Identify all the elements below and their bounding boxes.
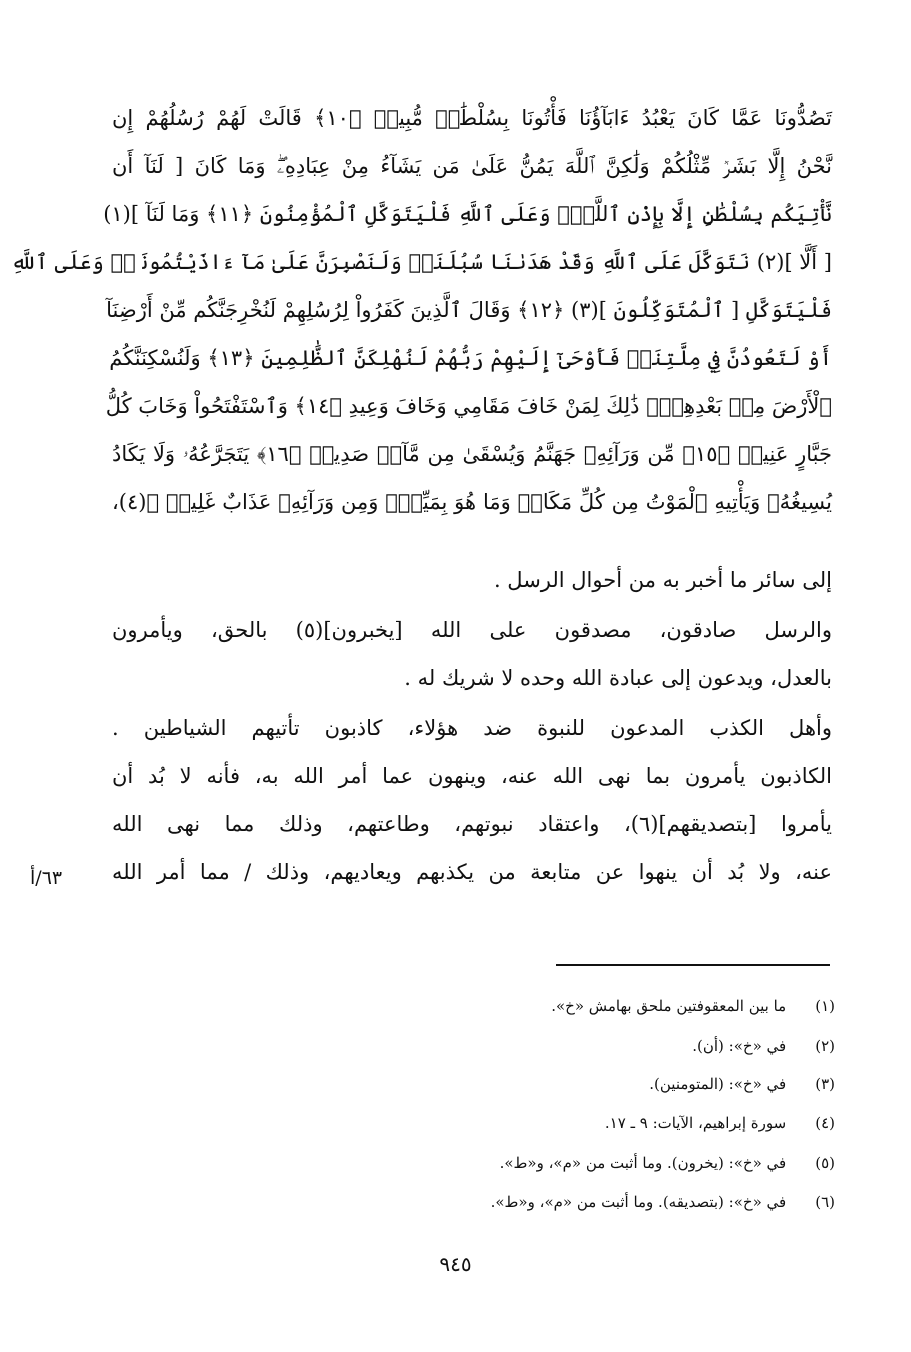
verse-line: جَبَّارٍ عَنِيدٖ ﴿١٥﴾ مِّن وَرَآئِهِۦ جَهَنَّمُ وَيُسْقَىٰ مِن مَّآءٖ صَدِيدٖ ﴿١٦﴾ يَتَجَرَّعُهُۥ وَلَا يَكَادُ: [112, 442, 832, 466]
verse-line: يُسِيغُهُۥ وَيَأْتِيهِ ٱلْمَوْتُ مِن كُلِّ مَكَانٖ وَمَا هُوَ بِمَيِّتٖۖ وَمِن وَرَآئِهِۦ عَذَابٌ غَلِيظٞ ﴾(٤)،: [112, 490, 832, 514]
footnote-text: ما بين المعقوفتين ملحق بهامش «خ».: [551, 997, 787, 1015]
footnote-item: [551, 988, 835, 1024]
verse-line: فَلْيَتَوَكَّلِ [ ٱلْمُتَوَكِّلُونَ ](٣) ﴿١٢﴾ وَقَالَ ٱلَّذِينَ كَفَرُواْ لِرُسُلِهِمْ لَنُخْرِجَنَّكُم مِّنْ أَرْضِنَآ: [106, 298, 832, 322]
paragraph-line: بالعدل، ويدعون إلى عبادة الله وحده لا شريك له .: [404, 666, 832, 690]
footnote-item: [692, 1028, 835, 1064]
paragraph-line: وأهل الكذب المدعون للنبوة ضد هؤلاء، كاذبون تأتيهم الشياطين .: [112, 716, 832, 740]
paragraph-line: والرسل صادقون، مصدقون على الله [يخبرون](٥) بالحق، ويأمرون: [112, 618, 832, 642]
footnote-number: (١): [815, 997, 835, 1015]
page-number: ٩٤٥: [439, 1252, 472, 1276]
paragraph-line: يأمروا [بتصديقهم](٦)، واعتقاد نبوتهم، وطاعتهم، وذلك مما نهى الله: [112, 812, 833, 836]
manuscript-folio-marker: ٦٣/أ: [30, 867, 63, 889]
paragraph-line: إلى سائر ما أخبر به من أحوال الرسل .: [493, 568, 832, 592]
footnote-number: (٥): [815, 1154, 835, 1172]
footnote-number: (٦): [815, 1193, 835, 1211]
footnote-number: (٣): [815, 1075, 835, 1093]
paragraph-line: الكاذبون يأمرون بما نهى الله عنه، وينهون عما أمر الله به، فأنه لا بُد أن: [112, 764, 832, 788]
footnote-divider: [556, 964, 830, 966]
footnote-text: في «خ»: (أن).: [692, 1037, 787, 1055]
footnote-text: في «خ»: (بتصديقه). وما أثبت من «م»، و«ط».: [490, 1193, 787, 1211]
verse-line: أَوْ لَتَعُودُنَّ فِي مِلَّتِنَاۖ فَأَوْحَىٰٓ إِلَيْهِمْ رَبُّهُمْ لَنُهْلِكَنَّ ٱلظَّٰلِمِينَ ﴿١٣﴾ وَلَنُسْكِنَنَّكُمُ: [109, 346, 832, 370]
body-text: [112, 556, 832, 896]
footnote-item: [491, 1184, 835, 1220]
footnote-number: (٤): [815, 1114, 835, 1132]
footnote-item: [605, 1105, 835, 1141]
footnote-text: سورة إبراهيم، الآيات: ٩ ـ ١٧.: [604, 1114, 787, 1132]
paragraph-line: عنه، ولا بُد أن ينهوا عن متابعة من يكذبهم ويعاديهم، وذلك / مما أمر الله: [112, 860, 832, 884]
footnote-item: [500, 1145, 835, 1181]
quran-verse-block: [11, 94, 832, 544]
verse-line: تَصُدُّونَا عَمَّا كَانَ يَعْبُدُ ءَابَآؤُنَا فَأْتُونَا بِسُلْطَٰنٖ مُّبِينٖ ﴿١٠﴾ قَالَتْ لَهُمْ رُسُلُهُمْ إِن: [112, 106, 832, 130]
footnote-item: [649, 1066, 835, 1102]
footnote-text: في «خ»: (المتومنين).: [649, 1075, 787, 1093]
footnote-number: (٢): [815, 1037, 835, 1055]
verse-line: ٱلْأَرْضَ مِنۢ بَعْدِهِمْۚ ذَٰلِكَ لِمَنْ خَافَ مَقَامِي وَخَافَ وَعِيدِ ﴿١٤﴾ وَٱسْتَفْتَحُواْ وَخَابَ كُلُّ: [105, 394, 832, 418]
footnote-text: في «خ»: (يخرون). وما أثبت من «م»، و«ط».: [499, 1154, 787, 1172]
verse-line: [ أَلَّا ](٢) نَتَوَكَّلَ عَلَى ٱللَّهِ وَقَدْ هَدَىٰنَا سُبُلَنَاۚ وَلَنَصْبِرَنَّ عَلَىٰ مَآ ءَاذَيْتُمُونَاۚ وَعَلَى ٱللَّهِ: [11, 250, 832, 274]
verse-line: نَّأْتِيَكُم بِسُلْطَٰنٍ إِلَّا بِإِذْنِ ٱللَّهِۚ وَعَلَى ٱللَّهِ فَلْيَتَوَكَّلِ ٱلْمُؤْمِنُونَ ﴿١١﴾ وَمَا لَنَآ ](١): [103, 202, 832, 226]
verse-line: نَّحْنُ إِلَّا بَشَرٞ مِّثْلُكُمْ وَلَٰكِنَّ ٱللَّهَ يَمُنُّ عَلَىٰ مَن يَشَآءُ مِنْ عِبَادِهِۦۖ وَمَا كَانَ [ لَنَآ أَن: [112, 154, 832, 178]
